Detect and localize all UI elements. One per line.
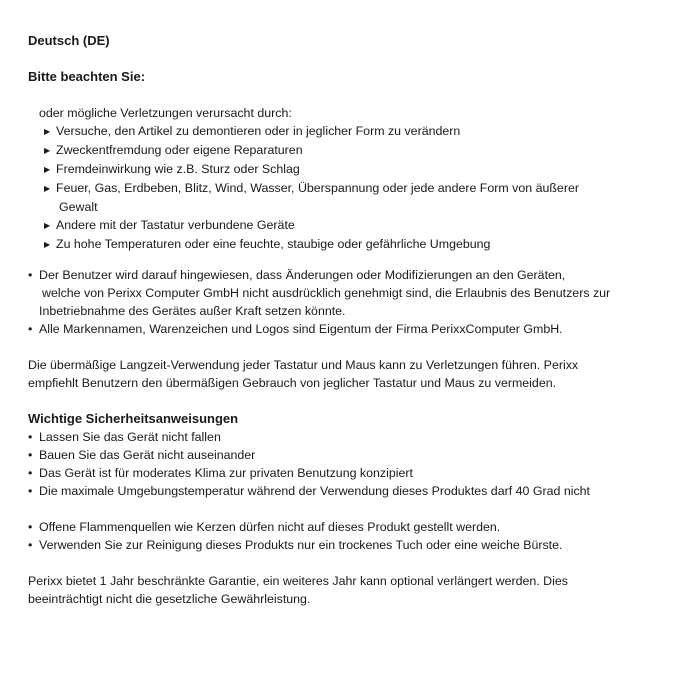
list-item-continuation: welche von Perixx Computer GmbH nicht ausdrücklich genehmigt sind, die Erlaubnis des Benutzers zur: [42, 286, 611, 300]
bullet-icon: •: [28, 430, 33, 444]
bullet-icon: •: [28, 448, 33, 462]
list-item: • Lassen Sie das Gerät nicht fallen: [28, 430, 221, 444]
bullet-icon: •: [28, 520, 33, 534]
list-item: • Offene Flammenquellen wie Kerzen dürfen nicht auf dieses Produkt gestellt werden.: [28, 520, 501, 534]
bullet-icon: •: [28, 538, 33, 552]
triangle-bullet-icon: ▶: [44, 165, 51, 174]
triangle-bullet-icon: ▶: [44, 146, 51, 155]
list-item: ▶ Andere mit der Tastatur verbundene Geräte: [28, 216, 658, 235]
triangle-bullet-icon: ▶: [44, 221, 51, 230]
usage-warning: [28, 356, 658, 392]
user-note: [28, 266, 658, 338]
paragraph-line: Perixx bietet 1 Jahr beschränkte Garantie, ein weiteres Jahr kann optional verlängert werden. Dies: [28, 574, 568, 588]
bullet-icon: •: [28, 268, 33, 282]
list-item-continuation: Gewalt: [59, 200, 98, 214]
list-item: • Das Gerät ist für moderates Klima zur privaten Benutzung konzipiert: [28, 466, 413, 480]
list-item: • Verwenden Sie zur Reinigung dieses Produkts nur ein trockenes Tuch oder eine weiche Bürste.: [28, 538, 563, 552]
paragraph-line: Die übermäßige Langzeit-Verwendung jeder Tastatur und Maus kann zu Verletzungen führen. Perixx: [28, 358, 579, 372]
list-item: • Bauen Sie das Gerät nicht auseinander: [28, 448, 256, 462]
list-item: ▶ Versuche, den Artikel zu demontieren oder in jeglicher Form zu verändern: [28, 122, 658, 141]
bullet-icon: •: [28, 466, 33, 480]
list-item-continuation: Inbetriebnahme des Gerätes außer Kraft setzen könnte.: [39, 304, 346, 318]
safety-list-2: [28, 518, 658, 554]
list-item: ▶ Zu hohe Temperaturen oder eine feuchte, staubige oder gefährliche Umgebung: [28, 235, 658, 254]
list-item: ▶ Fremdeinwirkung wie z.B. Sturz oder Schlag: [28, 160, 658, 179]
notice-intro: oder mögliche Verletzungen verursacht durch:: [39, 106, 292, 120]
triangle-bullet-icon: ▶: [44, 240, 51, 249]
bullet-icon: •: [28, 322, 33, 336]
list-item: • Alle Markennamen, Warenzeichen und Logos sind Eigentum der Firma PerixxComputer GmbH.: [28, 322, 563, 336]
triangle-bullet-icon: ▶: [44, 184, 51, 193]
triangle-bullet-icon: ▶: [44, 127, 51, 136]
list-item: • Der Benutzer wird darauf hingewiesen, dass Änderungen oder Modifizierungen an den Geräten,: [28, 268, 566, 282]
language-heading: Deutsch (DE): [28, 33, 110, 48]
list-item: • Die maximale Umgebungstemperatur während der Verwendung dieses Produktes darf 40 Grad nicht: [28, 484, 590, 498]
notice-title: Bitte beachten Sie:: [28, 69, 146, 84]
notice-list: [28, 104, 658, 254]
paragraph-line: beeinträchtigt nicht die gesetzliche Gewährleistung.: [28, 592, 311, 606]
list-item: ▶ Zweckentfremdung oder eigene Reparaturen: [28, 141, 658, 160]
safety-list: [28, 428, 658, 500]
safety-title: Wichtige Sicherheitsanweisungen: [28, 411, 239, 426]
list-item: ▶ Feuer, Gas, Erdbeben, Blitz, Wind, Wasser, Überspannung oder jede andere Form von äußerer: [28, 179, 658, 198]
paragraph-line: empfiehlt Benutzern den übermäßigen Gebrauch von jeglicher Tastatur und Maus zu vermeiden.: [28, 376, 557, 390]
bullet-icon: •: [28, 484, 33, 498]
warranty-note: [28, 572, 658, 608]
